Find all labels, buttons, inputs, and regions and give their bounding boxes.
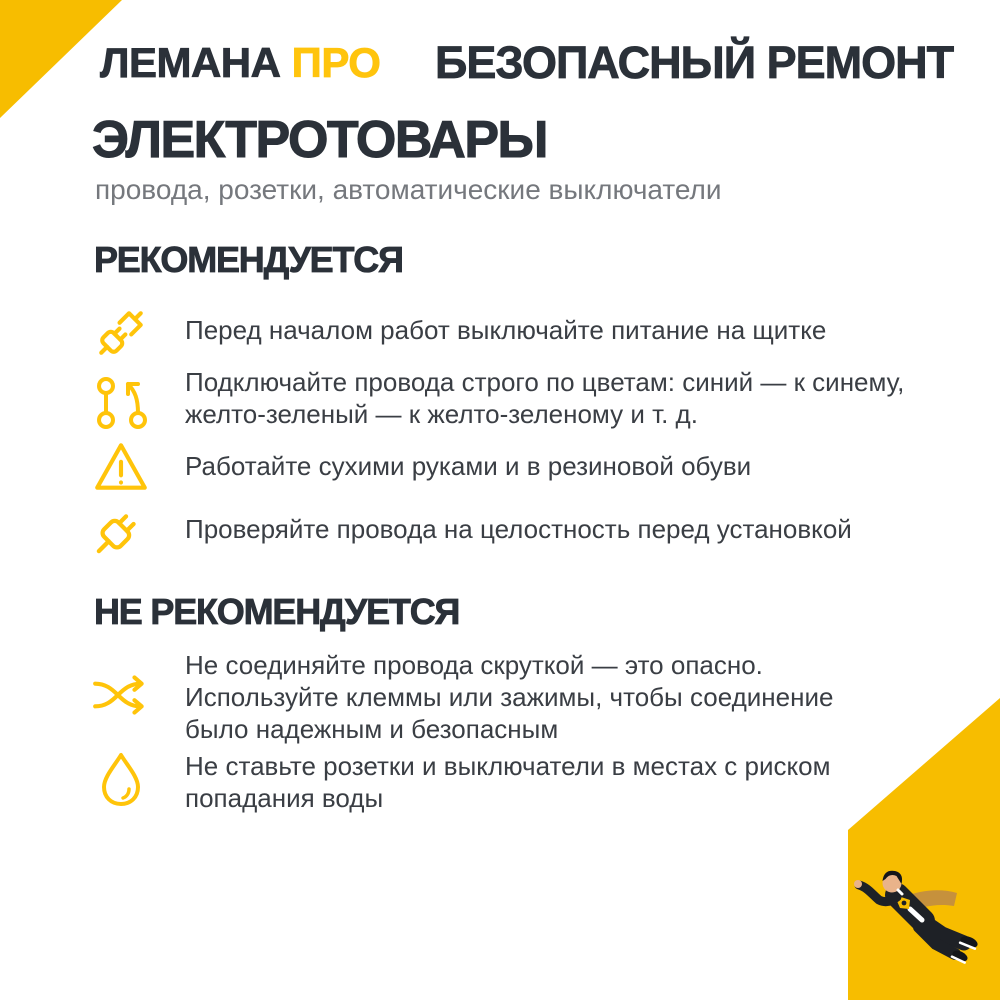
plug-cable-icon [87,498,153,562]
not-recommended-section-heading: НЕ РЕКОМЕНДУЕТСЯ [94,591,460,632]
recommended-item-2-text: Подключайте провода строго по цветам: синий — к синему, желто-зеленый — к желто-зеленому и т. д. [185,367,905,429]
logo-primary-text: ЛЕМАНА [100,39,281,86]
wires-by-color-icon [93,372,153,434]
campaign-title: БЕЗОПАСНЫЙ РЕМОНТ [435,37,954,88]
recommended-item-4-text: Проверяйте провода на целостность перед установкой [185,514,852,544]
recommended-item-3-text: Работайте сухими руками и в резиновой обуви [185,451,752,481]
page-title: ЭЛЕКТРОТОВАРЫ [92,111,547,169]
plug-disconnect-icon [90,302,152,364]
not-recommended-item-2-text: Не ставьте розетки и выключатели в местах с риском попадания воды [185,751,831,813]
page-subtitle: провода, розетки, автоматические выключатели [95,174,722,205]
mascot-illustration [843,853,988,973]
not-recommended-item-1-text: Не соединяйте провода скруткой — это опасно. Используйте клеммы или зажимы, чтобы соединение было надежным и безопасным [185,650,834,744]
logo-accent-text: ПРО [291,39,381,86]
recommended-section-heading: РЕКОМЕНДУЕТСЯ [94,239,403,280]
lemana-pro-logo [100,39,380,87]
twisted-wires-icon [90,666,152,724]
water-drop-icon [96,751,146,809]
recommended-item-1-text: Перед началом работ выключайте питание на щитке [185,315,827,345]
warning-triangle-icon [90,438,152,496]
